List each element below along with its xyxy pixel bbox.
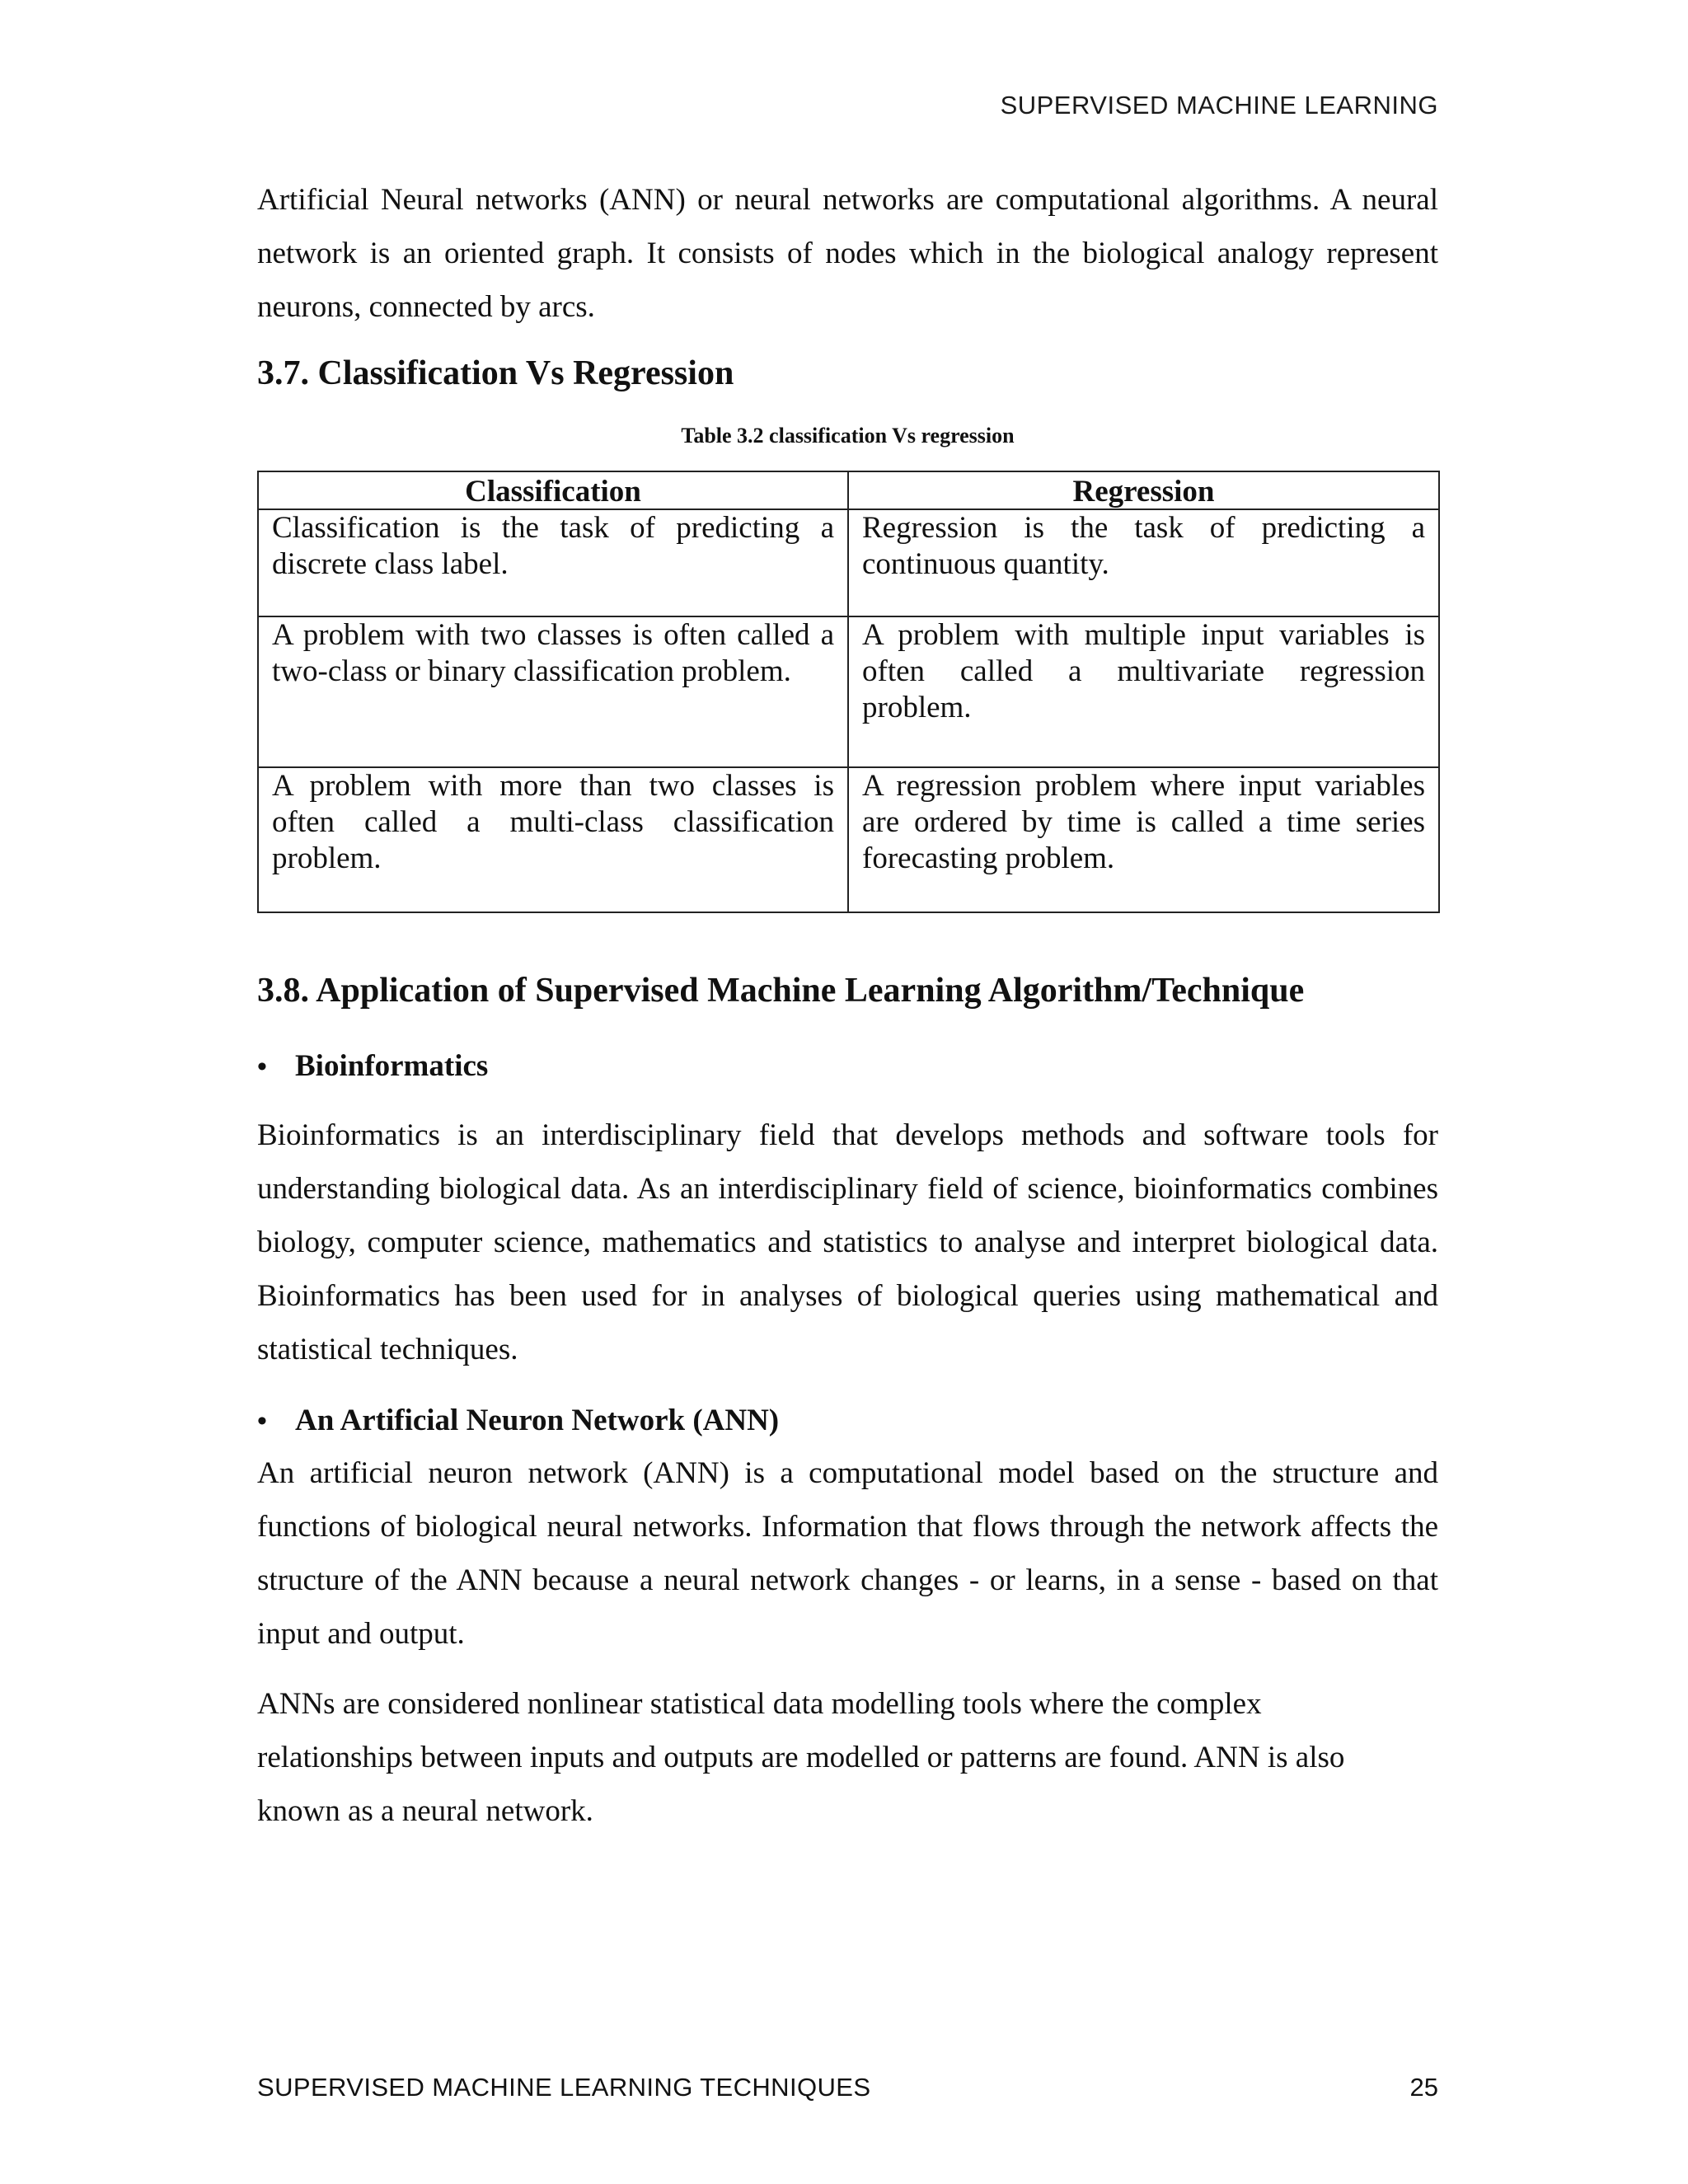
ann-paragraph-2 [257,1677,1438,1838]
section-heading-3-7: 3.7. Classification Vs Regression [257,354,734,392]
table-cell: Regression is the task of predicting a continuous quantity. [848,509,1439,616]
table-cell: A problem with two classes is often called a two-class or binary classification problem. [258,616,848,767]
bullet-title: Bioinformatics [295,1049,489,1083]
table-header-classification: Classification [258,471,848,509]
table-row [258,509,1439,616]
bioinformatics-paragraph: Bioinformatics is an interdisciplinary field that develops methods and software tools for understanding biological data. As an interdisciplinary field of science, bioinformatics combines biology, computer science, mathematics and statistics to analyse and interpret biological data. Bioinformatics has been used for in analyses of biological queries using mathematical and statistical techniques. [257,1118,1438,1366]
bullet-bioinformatics [257,1045,1438,1089]
intro-paragraph: Artificial Neural networks (ANN) or neural networks are computational algorithms. A neural network is an oriented graph. It consists of nodes which in the biological analogy represent neurons, connected by arcs. [257,183,1438,324]
table-row [258,616,1439,767]
bullet-icon: • [257,1406,267,1436]
table-cell: A problem with more than two classes is often called a multi-class classification problem. [258,767,848,912]
bullet-icon: • [257,1052,267,1082]
ann-paragraph-2-line: ANNs are considered nonlinear statistical data modelling tools where the complex [257,1687,1262,1721]
ann-paragraph-1: An artificial neuron network (ANN) is a computational model based on the structure and functions of biological neural networks. Information that flows through the network affects the structure of the ANN because a neural network changes - or learns, in a sense - based on that input and output. [257,1456,1438,1651]
table-cell: Classification is the task of predicting a discrete class label. [258,509,848,616]
table-header-row [258,471,1439,509]
ann-paragraph-2-line: relationships between inputs and outputs are modelled or patterns are found. ANN is also [257,1741,1345,1774]
section-heading-3-8: 3.8. Application of Supervised Machine Learning Algorithm/Technique [257,972,1305,1010]
table-caption: Table 3.2 classification Vs regression [681,424,1015,448]
footer-book-title: SUPERVISED MACHINE LEARNING TECHNIQUES [257,2073,871,2102]
table-cell: A problem with multiple input variables is often called a multivariate regression problem. [848,616,1439,767]
table-cell: A regression problem where input variables are ordered by time is called a time series forecasting problem. [848,767,1439,912]
table-row [258,767,1439,912]
footer-page-number: 25 [1409,2073,1438,2102]
comparison-table [257,471,1440,913]
table-header-regression: Regression [848,471,1439,509]
ann-paragraph-2-line: known as a neural network. [257,1794,593,1828]
page-content [257,173,1438,1838]
bullet-title: An Artificial Neuron Network (ANN) [295,1404,780,1437]
bullet-ann [257,1399,1438,1443]
running-header: SUPERVISED MACHINE LEARNING [1000,91,1438,120]
